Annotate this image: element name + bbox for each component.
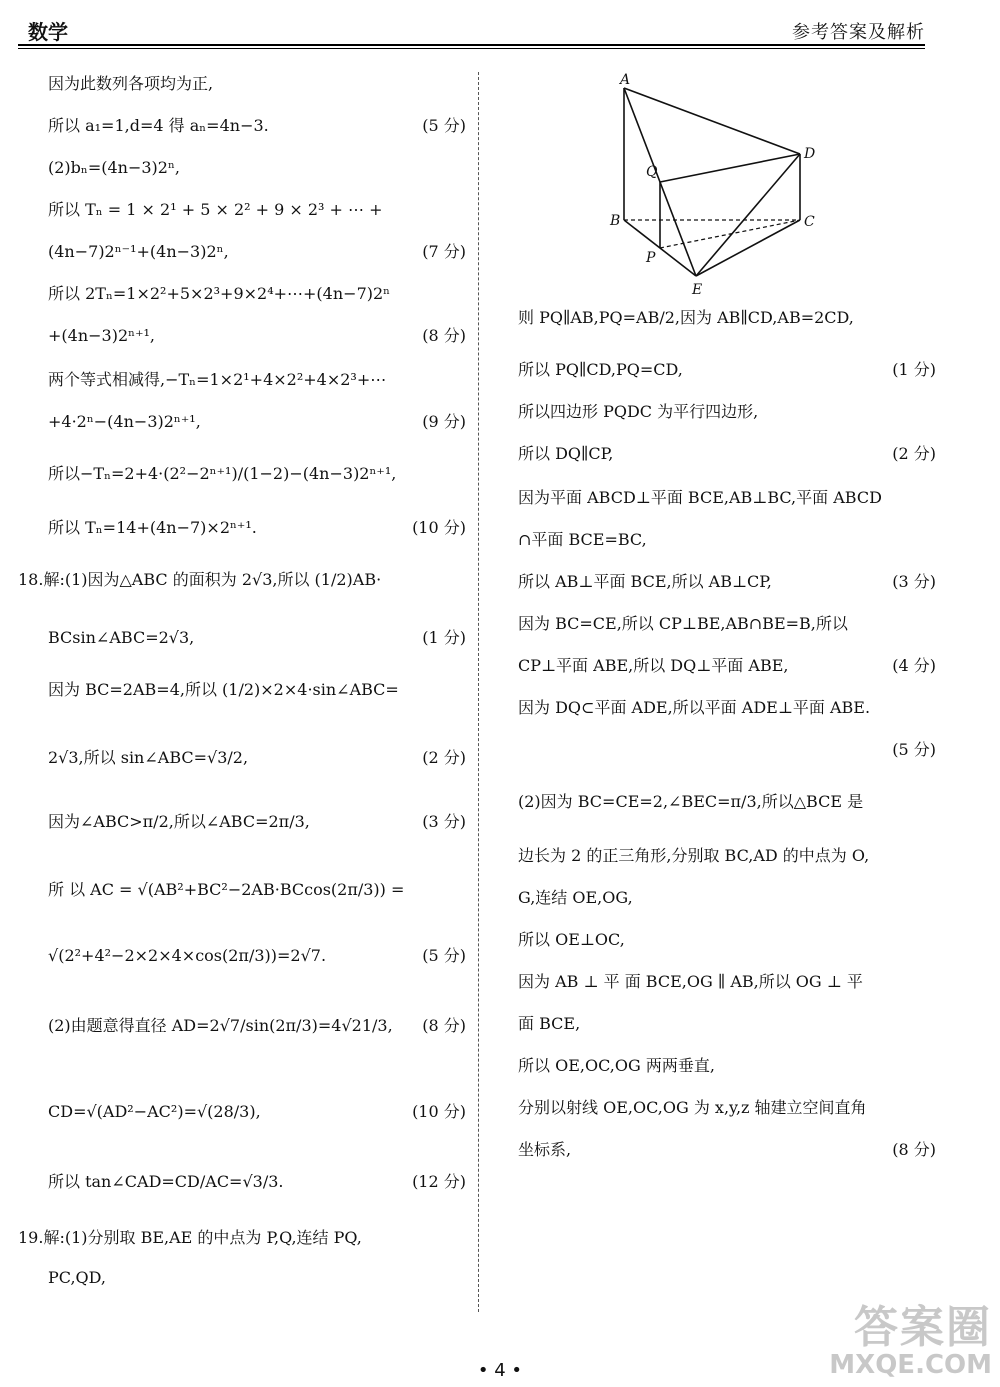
label-C: C	[804, 214, 815, 230]
label-B: B	[610, 213, 621, 229]
label-A: A	[620, 72, 631, 88]
subject-label: 数学	[28, 20, 68, 44]
edge-AD	[624, 88, 800, 154]
label-D: D	[804, 146, 816, 162]
label-P: P	[646, 250, 656, 266]
column-divider	[478, 72, 479, 1312]
watermark-url: MXQE.COM	[829, 1350, 992, 1380]
geometry-figure	[600, 70, 830, 300]
header-rule-thin	[18, 48, 925, 49]
header-rule	[18, 44, 925, 46]
page-number: • 4 •	[477, 1360, 523, 1381]
edge-PC	[660, 220, 800, 248]
watermark	[829, 1302, 992, 1380]
watermark-logo-text: 答案圈	[854, 1302, 992, 1353]
label-E: E	[692, 282, 703, 298]
header-title: 参考答案及解析	[792, 22, 925, 43]
edge-CE	[696, 220, 800, 276]
label-Q: Q	[646, 164, 658, 180]
page-header	[18, 10, 925, 46]
